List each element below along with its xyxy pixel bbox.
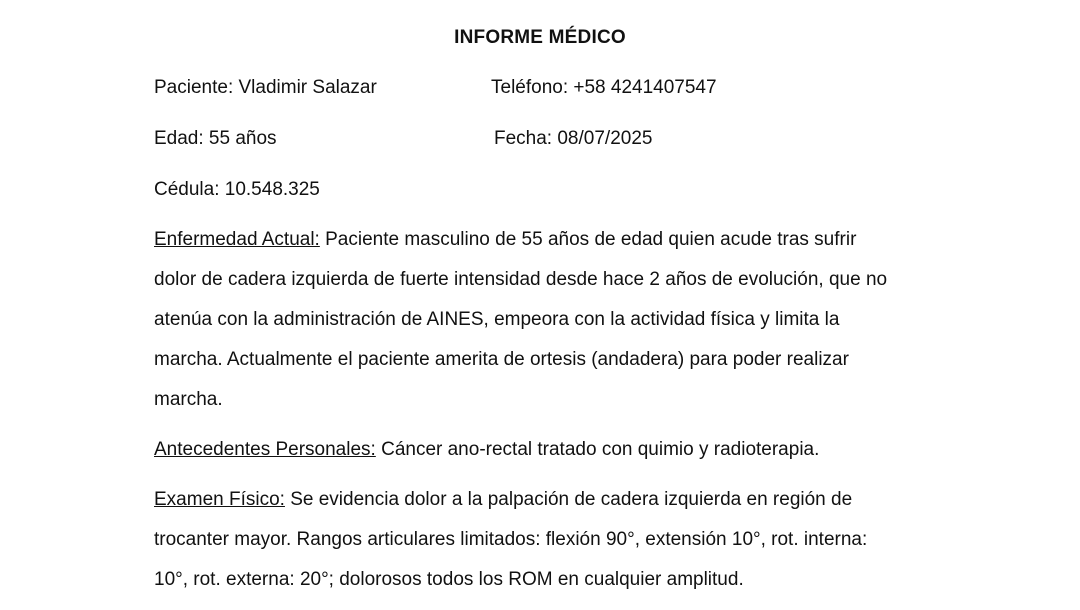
section-line: [154, 430, 944, 470]
section-line: 10°, rot. externa: 20°; dolorosos todos los ROM en cualquier amplitud.: [154, 569, 744, 590]
section-enfermedad-actual: [154, 220, 944, 420]
section-line: [154, 480, 944, 520]
section-line: [154, 220, 944, 260]
section-line: atenúa con la administración de AINES, empeora con la actividad física y limita la: [154, 309, 840, 330]
section-text: Paciente masculino de 55 años de edad quien acude tras sufrir: [319, 229, 857, 250]
report-date: Fecha: 08/07/2025: [494, 128, 653, 149]
section-line: dolor de cadera izquierda de fuerte intensidad desde hace 2 años de evolución, que no: [154, 269, 888, 290]
patient-phone: Teléfono: +58 4241407547: [491, 77, 717, 98]
patient-age: Edad: 55 años: [154, 128, 277, 149]
section-heading-examen-fisico: Examen Físico:: [154, 489, 285, 510]
section-heading-enfermedad-actual: Enfermedad Actual:: [154, 229, 320, 250]
section-examen-fisico: [154, 480, 944, 600]
section-line: trocanter mayor. Rangos articulares limitados: flexión 90°, extensión 10°, rot. interna:: [154, 529, 868, 550]
patient-name: Paciente: Vladimir Salazar: [154, 77, 377, 98]
patient-id: Cédula: 10.548.325: [154, 179, 320, 200]
section-text: Se evidencia dolor a la palpación de cadera izquierda en región de: [284, 489, 853, 510]
report-title: INFORME MÉDICO: [454, 27, 626, 48]
section-antecedentes: [154, 430, 944, 470]
section-text: Cáncer ano-rectal tratado con quimio y radioterapia.: [375, 439, 820, 460]
section-line: marcha. Actualmente el paciente amerita de ortesis (andadera) para poder realizar: [154, 349, 849, 370]
section-line: marcha.: [154, 389, 223, 410]
section-heading-antecedentes: Antecedentes Personales:: [154, 439, 376, 460]
